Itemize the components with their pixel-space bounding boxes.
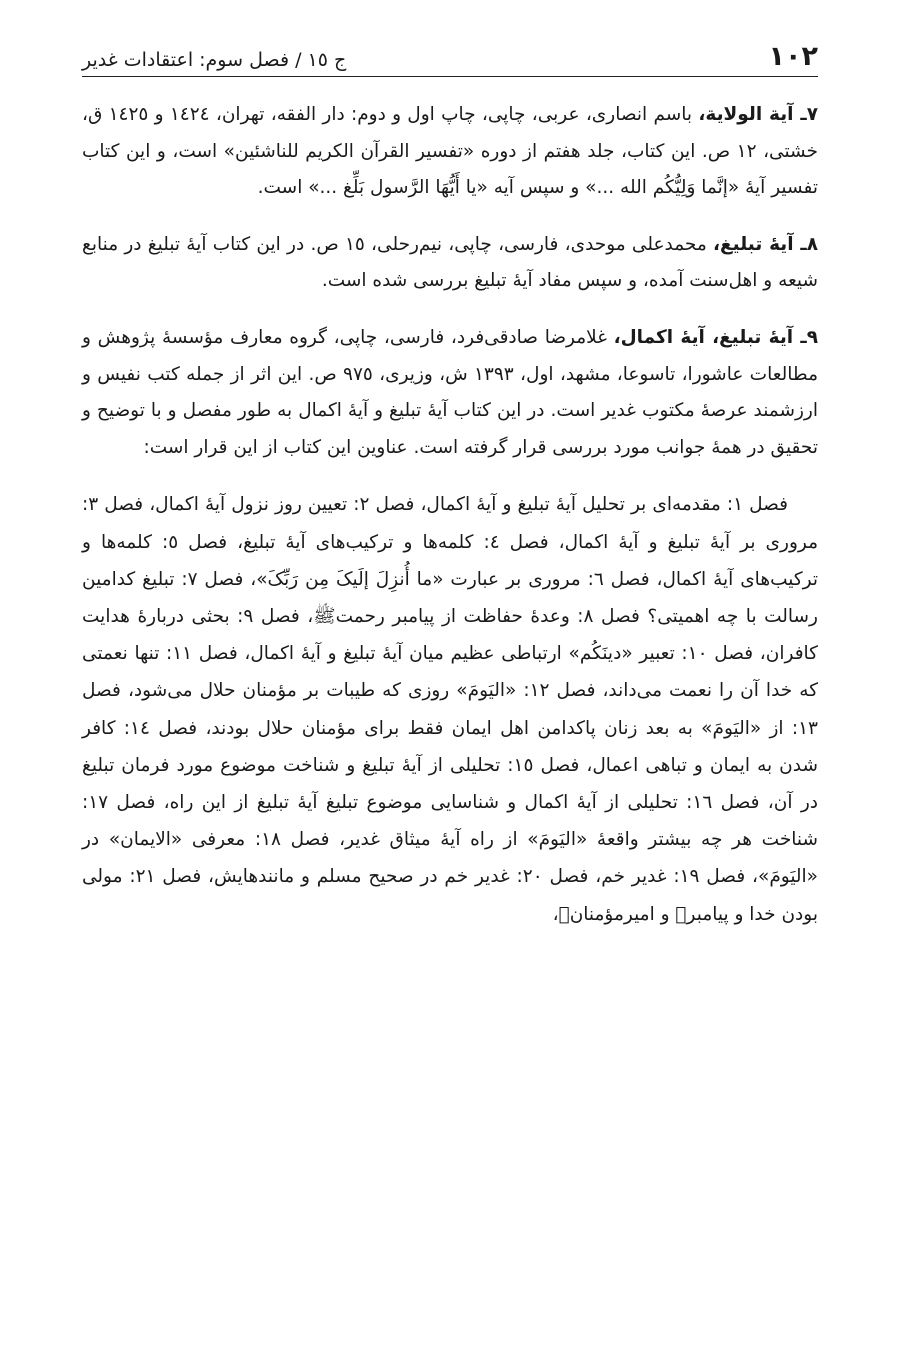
entry-title: ٩ـ آیهٔ تبلیغ، آیهٔ اکمال، [613, 326, 818, 348]
bibliography-entry-9 [82, 320, 818, 466]
entry-title: ٨ـ آیهٔ تبلیغ، [713, 233, 818, 255]
running-head [82, 30, 818, 77]
page-number: ١٠٢ [768, 41, 818, 72]
entry-text: محمدعلی موحدی، فارسی، چاپی، نیم‌رحلی، ١٥ ص. در این کتاب آیهٔ تبلیغ در منابع شیعه و اهل‌سنت آمده، و سپس مفاد آیهٔ تبلیغ بررسی شده است. [82, 233, 818, 292]
chapter-list-paragraph: فصل ١: مقدمه‌ای بر تحلیل آیهٔ تبلیغ و آیهٔ اکمال، فصل ٢: تعیین روز نزول آیهٔ اکمال، فصل ٣: مروری بر آیهٔ تبلیغ و آیهٔ اکمال، فصل ٤: کلمه‌ها و ترکیب‌های آیهٔ تبلیغ، فصل ٥: کلمه‌ها و ترکیب‌های آیهٔ اکمال، فصل ٦: مروری بر عبارت «ما أُنزِلَ إلَیکَ مِن رَبِّکَ»، فصل ٧: تبلیغ کدامین رسالت با چه اهمیتی؟ فصل ٨: وعدهٔ حفاظت از پیامبر رحمتﷺ، فصل ٩: بحثی دربارهٔ هدایت کافران، فصل ١٠: تعبیر «دینَکُم» ارتباطی عظیم میان آیهٔ تبلیغ و آیهٔ اکمال، فصل ١١: تنها نعمتی که خدا آن را نعمت می‌داند، فصل ١٢: «الیَومَ» روزی که طیبات بر مؤمنان حلال می‌شود، فصل ١٣: از «الیَومَ» به بعد زنان پاکدامن اهل ایمان فقط برای مؤمنان حلال بودند، فصل ١٤: کافر شدن به ایمان و تباهی اعمال، فصل ١٥: تحلیلی از آیهٔ تبلیغ و شناخت موضوع مورد فرمان تبلیغ در آن، فصل ١٦: تحلیلی از آیهٔ اکمال و شناسایی موضوع تبلیغ آیهٔ تبلیغ از این راه، فصل ١٧: شناخت هر چه بیشتر واقعهٔ «الیَومَ» از راه آیهٔ میثاق غدیر، فصل ١٨: معرفی «الایمان» در «الیَومَ»، فصل ١٩: غدیر خم، فصل ٢٠: غدیر خم در صحیح مسلم و مانندهایش، فصل ٢١: مولی بودن خدا و پیامبرﷺ و امیرمؤمنانؑ، [82, 494, 819, 925]
entry-title: ٧ـ آیة الولایة، [698, 104, 818, 125]
entry-text: باسم انصاری، عربی، چاپی، چاپ اول و دوم: دار الفقه، تهران، ١٤٢٤ و ١٤٢٥ ق، خشتی، ١٢ ص. این کتاب، جلد هفتم از دوره «تفسیر القرآن الکریم للناشئین» است، و این کتاب تفسیر آیهٔ «إنَّما وَلِیُّکُم الله ...» و سپس آیه «یا أَیُّهَا الرَّسول بَلِّغ ...» است. [82, 104, 818, 199]
bibliography-entry-7 [82, 97, 818, 207]
bibliography-entry-8 [82, 227, 818, 300]
running-title: ج ١٥ / فصل سوم: اعتقادات غدیر [82, 49, 347, 71]
page-body [82, 97, 818, 933]
entry-text: غلامرضا صادقی‌فرد، فارسی، چاپی، گروه معارف مؤسسهٔ پژوهش و مطالعات عاشورا، تاسوعا، مشهد، اول، ١٣٩٣ ش، وزیری، ٩٧٥ ص. این اثر از جمله کتب نفیس و ارزشمند عرصهٔ مکتوب غدیر است. در این کتاب آیهٔ تبلیغ و آیهٔ اکمال به طور مفصل و با توضیح و تحقیق در همهٔ جوانب مورد بررسی قرار گرفته است. عناوین این کتاب از این قرار است: [82, 326, 819, 458]
